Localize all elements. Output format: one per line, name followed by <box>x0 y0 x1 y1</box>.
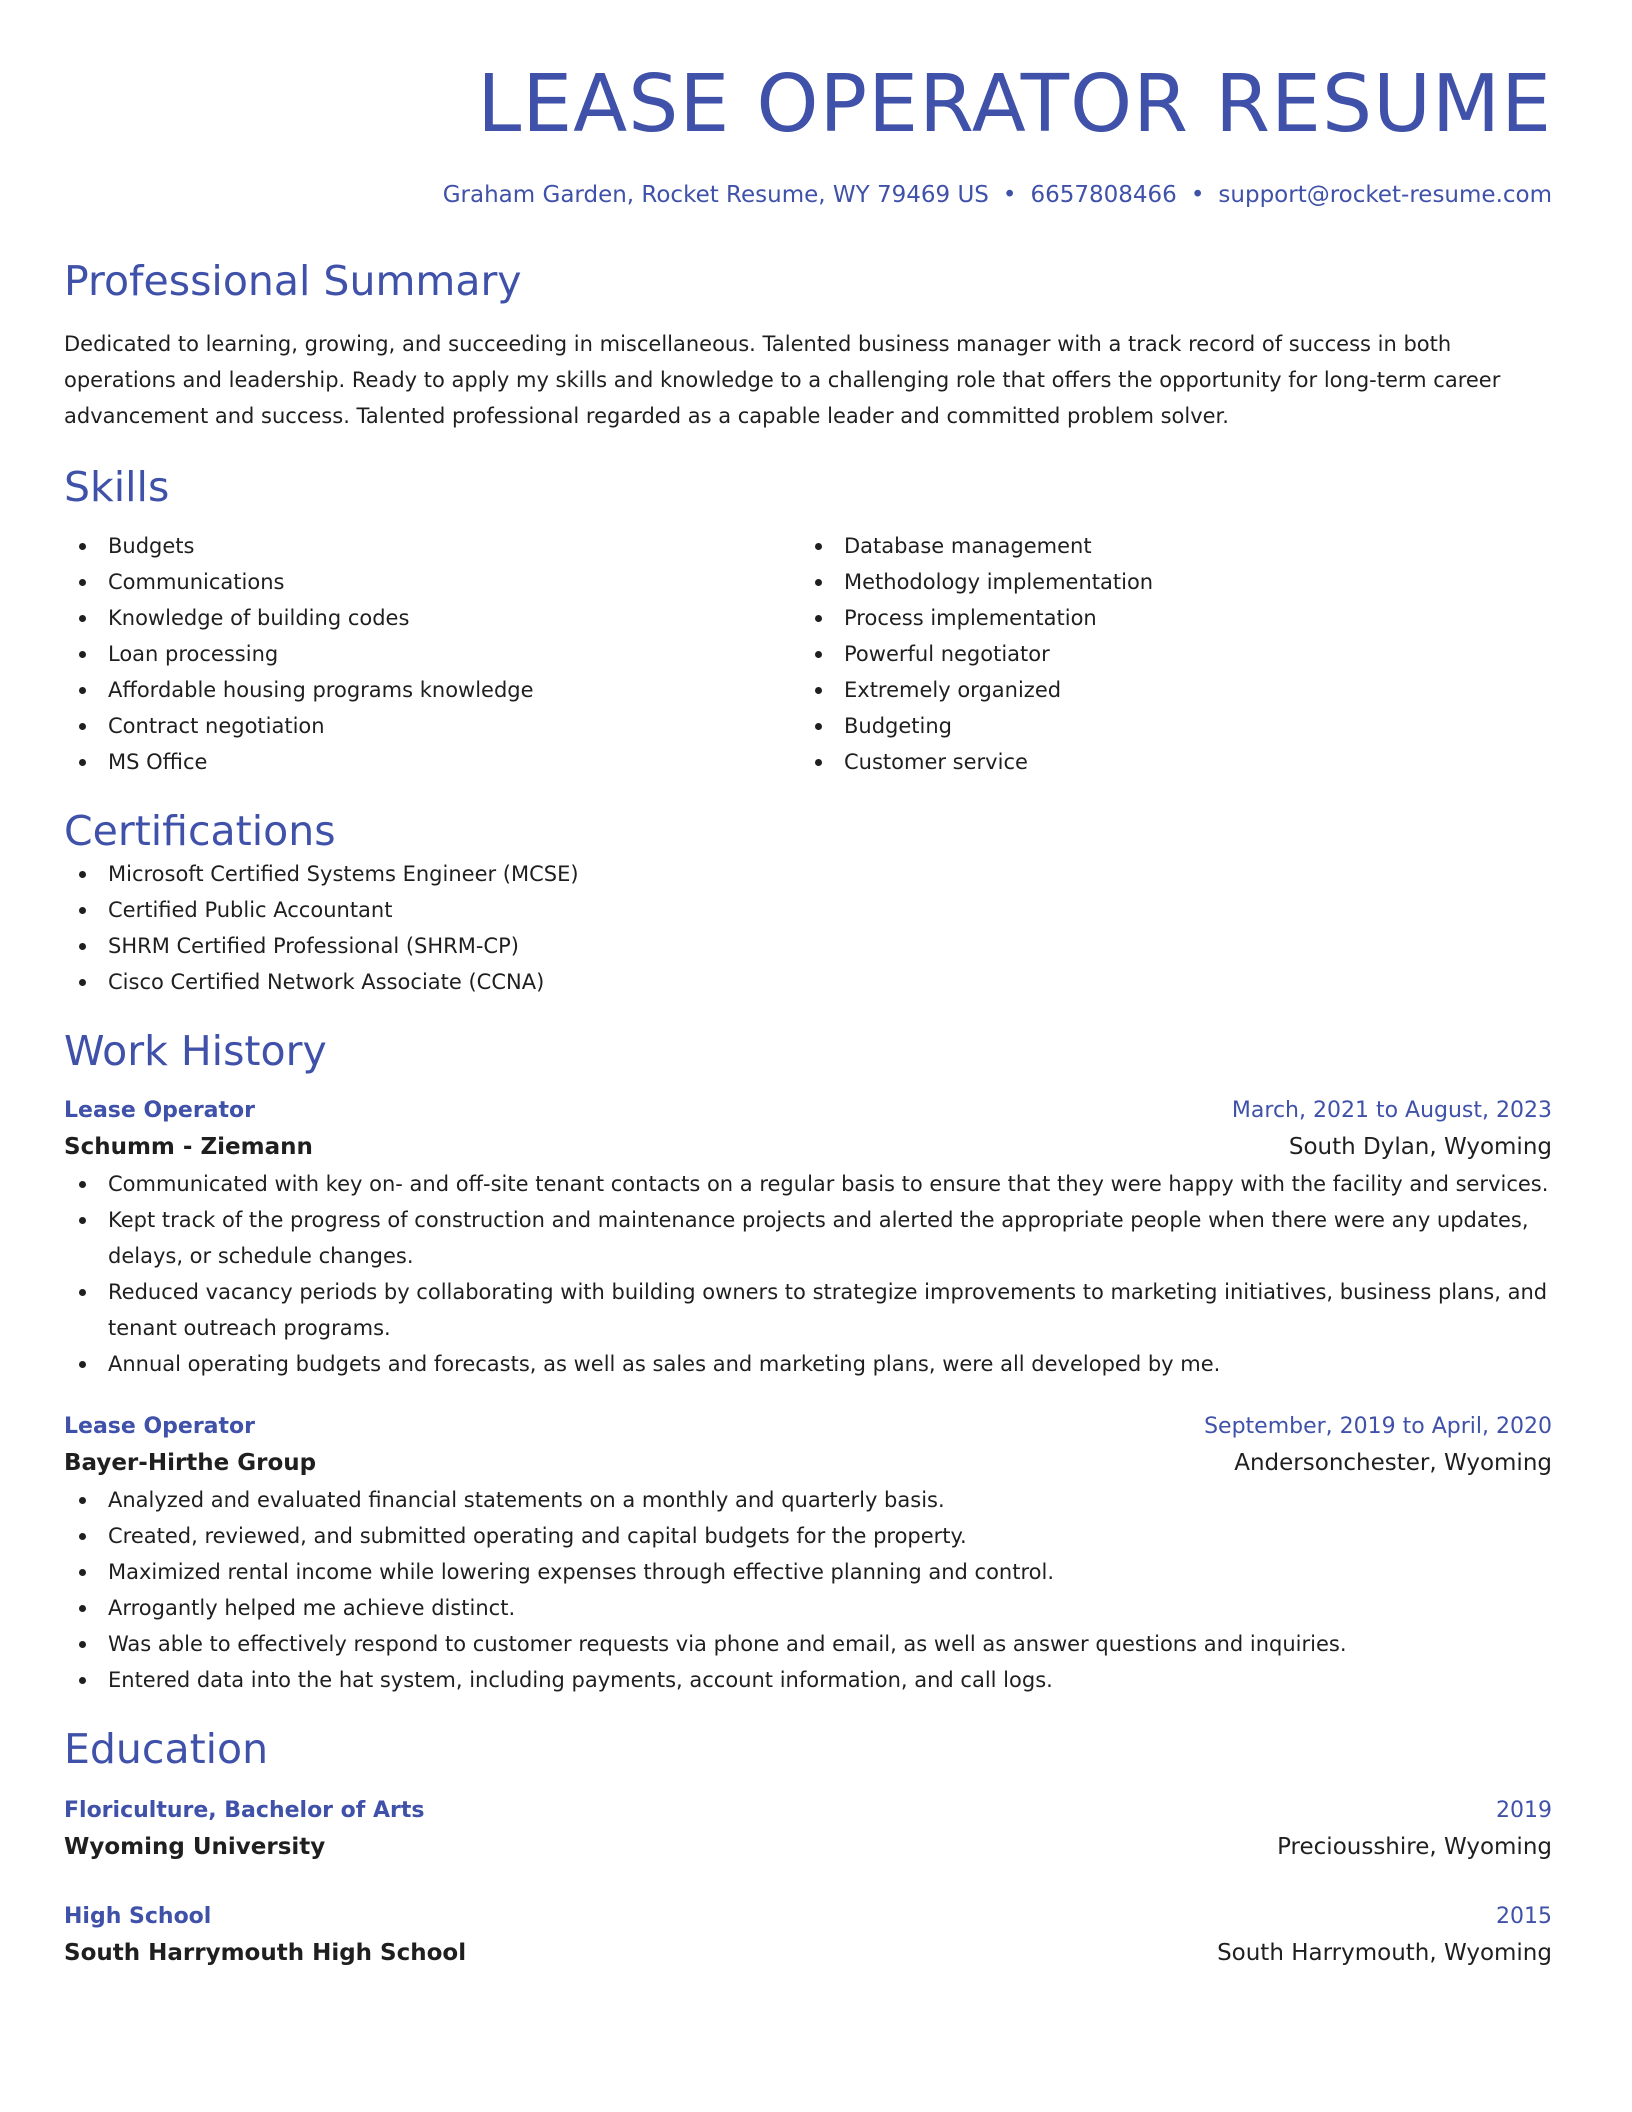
job-duty: Reduced vacancy periods by collaborating with building owners to strategize improvements to marketing initiatives, business plans, and tenant outreach programs. <box>64 1274 1552 1346</box>
certification-item: Certified Public Accountant <box>64 892 1552 928</box>
job-duties-list <box>64 1482 1552 1698</box>
education-location: Preciousshire, Wyoming <box>1277 1834 1552 1860</box>
work-history-heading: Work History <box>64 1027 327 1075</box>
job-entry <box>64 1094 1552 1382</box>
education-school: South Harrymouth High School <box>64 1940 467 1966</box>
job-header-row <box>64 1410 1552 1444</box>
resume-page <box>64 54 1552 1972</box>
job-duty: Maximized rental income while lowering expenses through effective planning and control. <box>64 1554 1552 1590</box>
skill-item: Budgeting <box>800 708 1536 744</box>
skills-heading: Skills <box>64 463 170 511</box>
job-title: Lease Operator <box>64 1414 256 1439</box>
skills-column-left <box>64 528 800 780</box>
job-dates: March, 2021 to August, 2023 <box>1231 1098 1552 1123</box>
job-entry <box>64 1410 1552 1698</box>
education-year: 2019 <box>1496 1798 1552 1823</box>
contact-email[interactable]: support@rocket-resume.com <box>1218 182 1552 208</box>
job-location: Andersonchester, Wyoming <box>1234 1450 1552 1476</box>
certification-item: Cisco Certified Network Associate (CCNA) <box>64 964 1552 1000</box>
skill-item: Loan processing <box>64 636 800 672</box>
skill-item: Process implementation <box>800 600 1536 636</box>
education-school-row <box>64 1828 1552 1866</box>
summary-text: Dedicated to learning, growing, and succeeding in miscellaneous. Talented business manager with a track record of success in both operations and leadership. Ready to apply my skills and knowledge to a challenging role that offers the opportunity for long-term career advancement and success. Talented professional regarded as a capable leader and committed problem solver. <box>64 332 1501 428</box>
skills-list <box>64 528 1552 780</box>
job-duty: Analyzed and evaluated financial statements on a monthly and quarterly basis. <box>64 1482 1552 1518</box>
education-header-row <box>64 1900 1552 1934</box>
skill-item: Knowledge of building codes <box>64 600 800 636</box>
education-location: South Harrymouth, Wyoming <box>1217 1940 1552 1966</box>
education-school-row <box>64 1934 1552 1972</box>
contact-separator: • <box>1190 182 1205 208</box>
summary-heading: Professional Summary <box>64 257 522 305</box>
job-header-row <box>64 1094 1552 1128</box>
education-degree: Floriculture, Bachelor of Arts <box>64 1798 425 1823</box>
skill-item: MS Office <box>64 744 800 780</box>
job-duty: Entered data into the hat system, including payments, account information, and call logs. <box>64 1662 1552 1698</box>
contact-phone[interactable]: 6657808466 <box>1030 182 1177 208</box>
job-duty: Was able to effectively respond to customer requests via phone and email, as well as answer questions and inquiries. <box>64 1626 1552 1662</box>
job-title: Lease Operator <box>64 1098 256 1123</box>
education-school: Wyoming University <box>64 1834 326 1860</box>
job-duties-list <box>64 1166 1552 1382</box>
skill-item: Database management <box>800 528 1536 564</box>
skill-item: Extremely organized <box>800 672 1536 708</box>
job-duty: Created, reviewed, and submitted operating and capital budgets for the property. <box>64 1518 1552 1554</box>
skill-item: Methodology implementation <box>800 564 1536 600</box>
job-company: Bayer-Hirthe Group <box>64 1450 317 1476</box>
certifications-list <box>64 856 1552 1000</box>
resume-title: LEASE OPERATOR RESUME <box>477 58 1552 150</box>
certifications-heading: Certifications <box>64 807 336 855</box>
skills-column-right <box>800 528 1536 780</box>
education-entry <box>64 1794 1552 1866</box>
job-company-row <box>64 1128 1552 1166</box>
job-duty: Annual operating budgets and forecasts, as well as sales and marketing plans, were all developed by me. <box>64 1346 1552 1382</box>
skill-item: Communications <box>64 564 800 600</box>
skill-item: Budgets <box>64 528 800 564</box>
education-degree: High School <box>64 1904 212 1929</box>
skill-item: Powerful negotiator <box>800 636 1536 672</box>
job-duty: Communicated with key on- and off-site tenant contacts on a regular basis to ensure that they were happy with the facility and services. <box>64 1166 1552 1202</box>
job-dates: September, 2019 to April, 2020 <box>1204 1414 1552 1439</box>
job-duty: Arrogantly helped me achieve distinct. <box>64 1590 1552 1626</box>
job-location: South Dylan, Wyoming <box>1288 1134 1552 1160</box>
job-company-row <box>64 1444 1552 1482</box>
contact-line <box>64 180 1552 210</box>
skill-item: Affordable housing programs knowledge <box>64 672 800 708</box>
education-entry <box>64 1900 1552 1972</box>
contact-separator: • <box>1002 182 1017 208</box>
job-duty: Kept track of the progress of construction and maintenance projects and alerted the appropriate people when there were any updates, delays, or schedule changes. <box>64 1202 1552 1274</box>
education-heading: Education <box>64 1725 269 1773</box>
certification-item: Microsoft Certified Systems Engineer (MCSE) <box>64 856 1552 892</box>
education-header-row <box>64 1794 1552 1828</box>
certification-item: SHRM Certified Professional (SHRM-CP) <box>64 928 1552 964</box>
education-year: 2015 <box>1496 1904 1552 1929</box>
skill-item: Contract negotiation <box>64 708 800 744</box>
job-company: Schumm - Ziemann <box>64 1134 313 1160</box>
skill-item: Customer service <box>800 744 1536 780</box>
contact-address: Graham Garden, Rocket Resume, WY 79469 US <box>442 182 989 208</box>
